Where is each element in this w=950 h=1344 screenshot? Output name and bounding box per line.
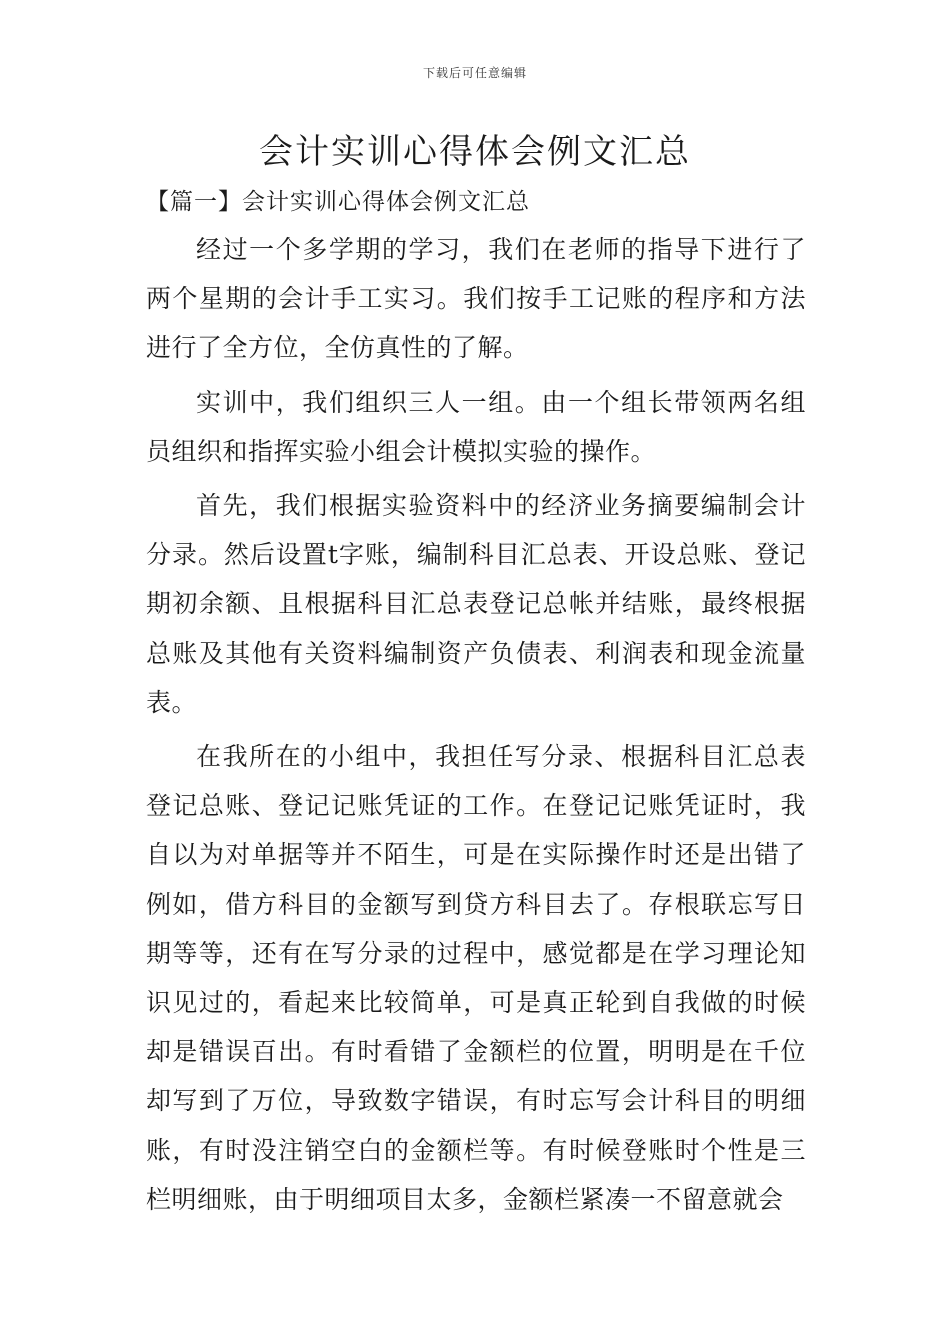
paragraph: 首先，我们根据实验资料中的经济业务摘要编制会计分录。然后设置t字账，编制科目汇总表、开设总账、登记期初余额、且根据科目汇总表登记总帐并结账，最终根据总账及其他有关资料编制资产负债表、利润表和现金流量表。 xyxy=(146,491,806,717)
page-header-note: 下载后可任意编辑 xyxy=(422,66,527,80)
document-body xyxy=(146,225,806,1229)
paragraph: 经过一个多学期的学习，我们在老师的指导下进行了两个星期的会计手工实习。我们按手工记账的程序和方法进行了全方位，全仿真性的了解。 xyxy=(146,235,806,363)
paragraph: 实训中，我们组织三人一组。由一个组长带领两名组员组织和指挥实验小组会计模拟实验的操作。 xyxy=(146,387,806,466)
section-heading: 【篇一】会计实训心得体会例文汇总 xyxy=(146,189,530,215)
document-title: 会计实训心得体会例文汇总 xyxy=(259,132,691,172)
paragraph: 在我所在的小组中，我担任写分录、根据科目汇总表登记总账、登记记账凭证的工作。在登记记账凭证时，我自以为对单据等并不陌生，可是在实际操作时还是出错了例如，借方科目的金额写到贷方科目去了。存根联忘写日期等等，还有在写分录的过程中，感觉都是在学习理论知识见过的，看起来比较简单，可是真正轮到自我做的时候却是错误百出。有时看错了金额栏的位置，明明是在千位却写到了万位，导致数字错误，有时忘写会计科目的明细账，有时没注销空白的金额栏等。有时候登账时个性是三栏明细账，由于明细项目太多，金额栏紧凑一不留意就会 xyxy=(146,742,806,1214)
